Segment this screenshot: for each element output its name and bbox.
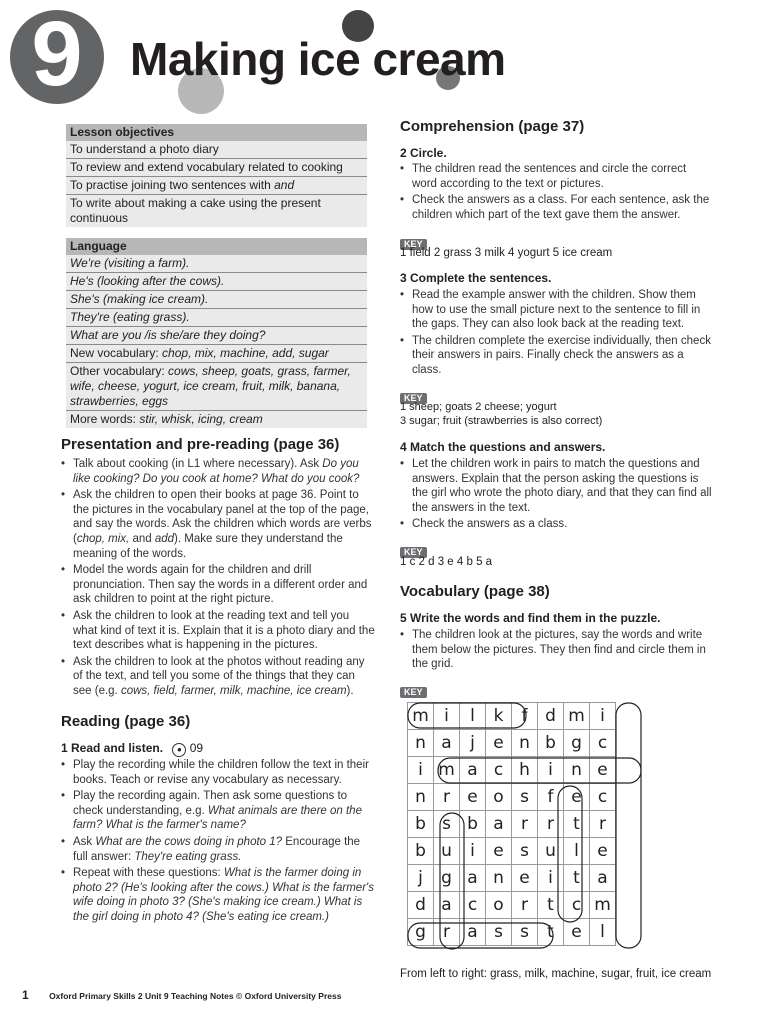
presentation-list: [61, 457, 375, 701]
grid-cell: e: [564, 919, 590, 946]
reading-list: [61, 758, 375, 927]
grid-cell: l: [460, 703, 486, 730]
grid-cell: o: [486, 892, 512, 919]
circle-milk: [408, 703, 526, 728]
grid-cell: i: [460, 838, 486, 865]
language-heading: Language: [66, 238, 367, 255]
list-item: • Repeat with these questions: What is the farmer doing in photo 2? (He's looking after the cows.) What is the farmer's wife doing in photo 3? (She's making ice cream.) What is the girl doing in photo 4? (She's eating ice cream.): [61, 866, 375, 924]
word-search-grid: [407, 702, 643, 950]
grid-cell: s: [512, 838, 538, 865]
grid-cell: t: [538, 919, 564, 946]
key-badge: KEY: [400, 682, 427, 700]
grid-cell: d: [538, 703, 564, 730]
grid-cell: o: [486, 784, 512, 811]
list-item: • Ask the children to look at the reading text and tell you what kind of text it is. Explain that it is a photo diary and the text describes what is happening in the pictures.: [61, 609, 375, 653]
grid-cell: e: [460, 784, 486, 811]
grid-cell: f: [538, 784, 564, 811]
grid-cell: j: [460, 730, 486, 757]
objective-item: To understand a photo diary: [70, 142, 219, 156]
grid-cell: s: [512, 919, 538, 946]
unit-number: 9: [31, 3, 83, 105]
vocabulary-heading: Vocabulary (page 38): [400, 583, 550, 600]
grid-cell: s: [486, 919, 512, 946]
grid-cell: e: [564, 784, 590, 811]
reading-exercise-title: 1 Read and listen. ● 09: [61, 741, 204, 755]
list-item: • Read the example answer with the children. Show them how to use the small picture next to the sentence to fill in the gaps. They can also look back at the reading text.: [400, 288, 712, 332]
other-vocabulary: Other vocabulary: cows, sheep, goats, grass, farmer, wife, cheese, yogurt, ice cream, fruit, milk, banana, strawberries, eggs: [66, 362, 367, 410]
grid-cell: a: [460, 919, 486, 946]
exercise-3-title: 3 Complete the sentences.: [400, 271, 552, 285]
grid-cell: t: [564, 811, 590, 838]
grid-cell: c: [460, 892, 486, 919]
grid-cell: e: [590, 838, 616, 865]
grid-cell: a: [590, 865, 616, 892]
exercise-2-list: [400, 162, 712, 224]
more-words: More words: stir, whisk, icing, cream: [66, 410, 367, 428]
circle-ice-cream: [616, 703, 641, 948]
answer-note: From left to right: grass, milk, machine, sugar, fruit, ice cream: [400, 968, 712, 980]
grid-cell: r: [590, 811, 616, 838]
objective-item: To review and extend vocabulary related to cooking: [66, 158, 367, 176]
grid-cell: a: [434, 730, 460, 757]
grid-cell: d: [408, 892, 434, 919]
grid-cell: n: [512, 730, 538, 757]
grid-cell: b: [460, 811, 486, 838]
list-item: • Model the words again for the children and drill pronunciation. Then say the words in a different order and ask children to point at the right picture.: [61, 563, 375, 607]
list-item: • Ask the children to look at the photos without reading any of the text, and tell you some of the things that they can see (e.g. cows, field, farmer, milk, machine, ice cream).: [61, 655, 375, 699]
lesson-objectives-heading: Lesson objectives: [66, 124, 367, 141]
lesson-objectives-box: [66, 124, 367, 227]
new-vocabulary: New vocabulary: chop, mix, machine, add, sugar: [66, 344, 367, 362]
circle-fruit: [558, 786, 582, 922]
key-answers-2: 1 field 2 grass 3 milk 4 yogurt 5 ice cream: [400, 247, 613, 259]
grid-cell: a: [434, 892, 460, 919]
grid-cell: r: [512, 811, 538, 838]
answer-circles: [407, 702, 647, 954]
list-item: • Let the children work in pairs to match the questions and answers. Explain that the person asking the questions is the girl who wrote the photo diary, and that they can find all the answers in the text.: [400, 457, 712, 515]
key-badge: KEY: [400, 542, 427, 560]
grid-cell: b: [408, 838, 434, 865]
grid-cell: g: [408, 919, 434, 946]
grid-cell: u: [538, 838, 564, 865]
circle-machine: [438, 758, 641, 783]
grid-cell: i: [538, 757, 564, 784]
comprehension-heading: Comprehension (page 37): [400, 118, 585, 135]
list-item: • The children look at the pictures, say the words and write them below the pictures. They then find and circle them in the grid.: [400, 628, 712, 672]
grid-cell: s: [434, 811, 460, 838]
grid-cell: r: [434, 784, 460, 811]
grid-cell: a: [460, 865, 486, 892]
grid-cell: n: [564, 757, 590, 784]
objective-item: To write about making a cake using the present continuous: [66, 194, 367, 227]
list-item: • Ask the children to open their books at page 36. Point to the pictures in the vocabulary panel at the top of the page, and say the words. Ask the children which words are verbs (chop, mix, and add). Make sure they understand the meaning of the words.: [61, 488, 375, 561]
page-footer: [22, 988, 341, 1002]
key-answers-3-line1: 1 sheep; goats 2 cheese; yogurt: [400, 401, 557, 413]
list-item: • Talk about cooking (in L1 where necessary). Ask Do you like cooking? Do you cook at home? What do you cook?: [61, 457, 375, 486]
grid-cell: c: [590, 730, 616, 757]
key-badge: KEY: [400, 388, 427, 406]
exercise-4-title: 4 Match the questions and answers.: [400, 440, 606, 454]
grid-cell: m: [564, 703, 590, 730]
grid-cell: u: [434, 838, 460, 865]
exercise-3-list: [400, 288, 712, 380]
list-item: • Check the answers as a class. For each sentence, ask the children which part of the text gave them the answer.: [400, 193, 712, 222]
page-number: 1: [22, 988, 29, 1002]
grid-cell: r: [434, 919, 460, 946]
grid-cell: h: [512, 757, 538, 784]
grid-cell: i: [590, 703, 616, 730]
grid-cell: a: [486, 811, 512, 838]
grid-cell: n: [486, 865, 512, 892]
grid-cell: t: [564, 865, 590, 892]
grid-cell: g: [434, 865, 460, 892]
grid-cell: b: [408, 811, 434, 838]
key-badge: KEY: [400, 234, 427, 252]
list-item: • The children complete the exercise individually, then check their answers in pairs. Finally check the answers as a class.: [400, 334, 712, 378]
list-item: • Play the recording while the children follow the text in their books. Teach or revise any vocabulary as necessary.: [61, 758, 375, 787]
language-item: He's (looking after the cows).: [66, 272, 367, 290]
exercise-4-list: [400, 457, 712, 534]
objective-item: To practise joining two sentences with and: [66, 176, 367, 194]
grid-cell: e: [512, 865, 538, 892]
list-item: • Play the recording again. Then ask some questions to check understanding, e.g. What animals are there on the farm? What is the farmer's name?: [61, 789, 375, 833]
key-answers-3-line2: 3 sugar; fruit (strawberries is also correct): [400, 415, 603, 427]
footer-text: Oxford Primary Skills 2 Unit 9 Teaching Notes © Oxford University Press: [49, 991, 342, 1001]
grid-cell: s: [512, 784, 538, 811]
key-answers-4: 1 c 2 d 3 e 4 b 5 a: [400, 556, 493, 568]
language-item: They're (eating grass).: [66, 308, 367, 326]
grid-cell: c: [564, 892, 590, 919]
language-item: What are you /is she/are they doing?: [66, 326, 367, 344]
grid-cell: i: [538, 865, 564, 892]
grid-cell: b: [538, 730, 564, 757]
grid-cell: f: [512, 703, 538, 730]
grid-cell: e: [486, 730, 512, 757]
exercise-5-title: 5 Write the words and find them in the puzzle.: [400, 611, 661, 625]
circle-grass: [408, 923, 553, 948]
grid-cell: m: [408, 703, 434, 730]
grid-cell: c: [486, 757, 512, 784]
grid-cell: m: [434, 757, 460, 784]
grid-cell: a: [460, 757, 486, 784]
grid-cell: l: [564, 838, 590, 865]
language-item: We're (visiting a farm).: [70, 256, 190, 270]
reading-heading: Reading (page 36): [61, 713, 191, 730]
grid-cell: k: [486, 703, 512, 730]
presentation-heading: Presentation and pre-reading (page 36): [61, 436, 340, 453]
grid-cell: e: [590, 757, 616, 784]
language-item: She's (making ice cream).: [66, 290, 367, 308]
grid-cell: r: [512, 892, 538, 919]
grid-cell: r: [538, 811, 564, 838]
grid-cell: i: [408, 757, 434, 784]
grid-cell: i: [434, 703, 460, 730]
grid-cell: n: [408, 730, 434, 757]
exercise-5-list: [400, 628, 712, 674]
list-item: • Ask What are the cows doing in photo 1? Encourage the full answer: They're eating grass.: [61, 835, 375, 864]
language-box: [66, 238, 367, 428]
list-item: • Check the answers as a class.: [400, 517, 712, 532]
grid-cell: e: [486, 838, 512, 865]
circle-sugar: [440, 813, 464, 949]
page-title: Making ice cream: [130, 33, 506, 85]
list-item: • The children read the sentences and circle the correct word according to the text or pictures.: [400, 162, 712, 191]
grid-cell: c: [590, 784, 616, 811]
grid-cell: t: [538, 892, 564, 919]
exercise-2-title: 2 Circle.: [400, 146, 447, 160]
grid-cell: g: [564, 730, 590, 757]
grid-cell: n: [408, 784, 434, 811]
grid-cell: l: [590, 919, 616, 946]
grid-cell: m: [590, 892, 616, 919]
audio-cd-icon: ●: [172, 743, 186, 757]
grid-cell: j: [408, 865, 434, 892]
